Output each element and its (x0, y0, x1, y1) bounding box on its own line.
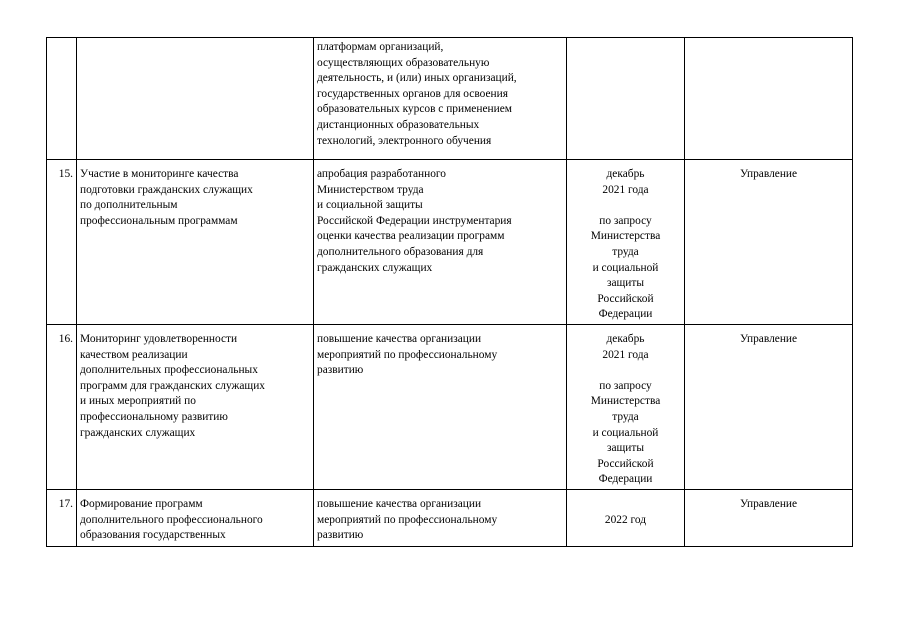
name-line: гражданских служащих (80, 426, 196, 439)
result-line: Российской Федерации инструментария (317, 214, 512, 227)
deadline-line: Министерства (590, 395, 661, 408)
result-line: образовательных курсов с применением (317, 103, 512, 116)
deadline-line: защиты (606, 277, 645, 290)
result-line: дополнительного образования для (317, 245, 484, 258)
deadline-line: декабрь (606, 333, 645, 345)
name-line: качеством реализации (80, 348, 188, 361)
deadline-cell (567, 325, 685, 490)
result-line: повышение качества организации (317, 333, 482, 345)
expected-result-cell (314, 160, 567, 325)
deadline-line: Российской (597, 292, 654, 305)
result-line: гражданских служащих (317, 261, 433, 274)
deadline-line (570, 497, 681, 513)
name-line: и иных мероприятий по (80, 395, 196, 408)
deadline-line: защиты (606, 442, 645, 455)
result-line: развитию (317, 364, 364, 377)
activity-name-cell (77, 38, 314, 160)
deadline-line: 2021 года (602, 183, 649, 196)
name-line: Мониторинг удовлетворенности (80, 333, 238, 345)
result-line: развитию (317, 529, 364, 542)
activity-name-cell (77, 490, 314, 547)
result-line: повышение качества организации (317, 498, 482, 510)
table-row (47, 38, 853, 160)
result-line: апробация разработанного (317, 168, 447, 180)
row-number-cell: 15. (47, 160, 77, 325)
deadline-cell (567, 38, 685, 160)
deadline-cell (567, 160, 685, 325)
responsible-cell: Управление (685, 160, 853, 325)
deadline-line: Федерации (598, 308, 653, 321)
result-line: государственных органов для освоения (317, 87, 508, 100)
deadline-line: и социальной (592, 426, 659, 439)
name-line: Формирование программ (80, 498, 203, 510)
result-line: технологий, электронного обучения (317, 134, 492, 147)
result-line: Министерством труда (317, 183, 424, 196)
result-line: дистанционных образовательных (317, 118, 480, 131)
activities-table (46, 37, 853, 547)
result-line: и социальной защиты (317, 199, 423, 212)
name-line: подготовки гражданских служащих (80, 183, 253, 196)
activity-name-cell (77, 325, 314, 490)
deadline-line (570, 363, 681, 379)
name-line: образования государственных (80, 529, 226, 542)
name-line: программ для гражданских служащих (80, 379, 265, 392)
result-line: деятельность, и (или) иных организаций, (317, 72, 517, 85)
responsible-cell (685, 38, 853, 160)
deadline-line: Российской (597, 457, 654, 470)
expected-result-cell (314, 38, 567, 160)
result-line: мероприятий по профессиональному (317, 348, 498, 361)
name-line: по дополнительным (80, 199, 178, 212)
deadline-line: Министерства (590, 230, 661, 243)
row-number-cell (47, 38, 77, 160)
result-line: платформам организаций, (317, 41, 444, 53)
deadline-line: декабрь (606, 168, 645, 180)
deadline-line: по запросу (599, 214, 652, 227)
deadline-cell (567, 490, 685, 547)
deadline-line: труда (612, 245, 639, 258)
name-line: профессиональным программам (80, 214, 238, 227)
expected-result-cell (314, 490, 567, 547)
deadline-line: 2021 года (602, 348, 649, 361)
deadline-line: труда (612, 410, 639, 423)
table-row (47, 490, 853, 547)
deadline-line (570, 198, 681, 214)
result-line: мероприятий по профессиональному (317, 513, 498, 526)
deadline-line: 2022 год (604, 513, 647, 526)
name-line: профессиональному развитию (80, 410, 228, 423)
table-row (47, 160, 853, 325)
deadline-line: Федерации (598, 473, 653, 486)
responsible-cell: Управление (685, 325, 853, 490)
row-number-cell: 17. (47, 490, 77, 547)
name-line: Участие в мониторинге качества (80, 168, 239, 180)
result-line: оценки качества реализации программ (317, 230, 505, 243)
name-line: дополнительных профессиональных (80, 364, 258, 377)
activity-name-cell (77, 160, 314, 325)
expected-result-cell (314, 325, 567, 490)
table-row (47, 325, 853, 490)
row-number-cell: 16. (47, 325, 77, 490)
responsible-cell: Управление (685, 490, 853, 547)
deadline-line: по запросу (599, 379, 652, 392)
result-line: осуществляющих образовательную (317, 56, 490, 69)
deadline-line: и социальной (592, 261, 659, 274)
name-line: дополнительного профессионального (80, 513, 263, 526)
